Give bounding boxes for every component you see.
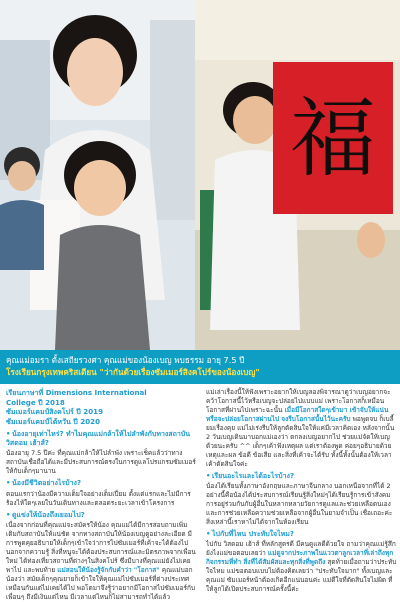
story-paragraph: [206, 388, 398, 469]
bullet-icon: •: [6, 430, 11, 438]
question-life-text: น้องมีชีวิตอย่างไรบ้าง?: [12, 479, 82, 488]
answer-impressed-highlight: แม่ดูจากประภาพในแววตาลูกเวลาที่เล่าถึงทุกกิจกรรมที่ทำ สิ่งที่ได้สัมผัสและทุกสิ่งที่พูดถึง: [206, 549, 394, 567]
answer-convince-highlight: แม่สอนให้น้องรู้จักกับคำว่า "โอกาส": [57, 565, 160, 574]
bullet-icon: •: [6, 479, 11, 488]
school-line-4: ซัมเมอร์แคมป์ไต้หวัน ปี 2020: [6, 416, 101, 426]
title-line-2: [6, 366, 394, 378]
title-line-1: คุณแม่อมรา ตั้งเสถียรวงศา คุณแม่ของน้องเบญ พบธรรม อายุ 7.5 ปี: [6, 355, 245, 365]
photo-boy-with-calligraphy: [195, 0, 400, 350]
question-impressed: [206, 530, 398, 539]
question-impressed-text: ไปกับที่ไหน ประทับใจไหม?: [212, 530, 294, 539]
right-column: [206, 388, 398, 594]
question-age: [6, 430, 198, 448]
fu-calligraphy-text: 福: [290, 89, 376, 189]
story-highlight: เมื่อมีโอกาสใดๆเข้ามา เข้าจับให้แน่นหรือจะปล่อยโอกาสผ่านไป จงรีบโอกาสนั้นไว้นะครับ: [206, 406, 389, 423]
answer-impressed-part-2: สุดท้ายเมื่อถามว่าประทับใจไหม แม่ขอตอบแบบไม่ต้องคิดเลยว่า "ประทับใจมาก" ทั้งเบญและคุณแม่ ซัมเมอร์หน้าต้องเกิดอีกแน่นอนค่ะ แม่ดีใจที่ตัดสินใจไม่ผิด ที่ให้ลูกได้เปิดประสบการณ์ครั้งนี้ค่ะ: [206, 558, 397, 594]
answer-life: ตอนแรกว่าน้องมีความเต็มใจอย่างเต็มเปี่ยม ตั้งแต่แรกและไม่มีการร้องไห้ใดๆเลยในวันเดินทางและตลอดระยะเวลาเข้าโครงการ: [6, 489, 191, 507]
bullet-icon: •: [206, 472, 211, 480]
school-line-2: College ปี 2018: [6, 397, 65, 407]
left-column: [6, 388, 198, 601]
answer-convince: [6, 521, 198, 602]
school-info: [6, 388, 198, 426]
title-banner: [0, 350, 400, 384]
school-line-1: เรียนภาษาที่ Dimensions International: [6, 388, 147, 397]
question-life: [6, 479, 198, 488]
title-line-2-text: โรงเรียนกรุงเทพคริสเตียน "ว่ากันด้วยเรื่องซัมเมอร์สิงคโปร์ของน้องเบญ": [6, 367, 260, 377]
question-learned: [206, 472, 398, 481]
answer-age: น้องอายุ 7.5 ปีค่ะ ที่คุณแม่กล้าให้ไปลำพัง เพราะเช็คแล้วว่าทางสถาบันเชื่อถือได้และมีประสบการณ์ตรงในการดูแลโปรแกรมซัมเมอร์ให้กับเด็กๆมานาน: [6, 449, 196, 476]
bullet-icon: •: [206, 530, 211, 539]
answer-impressed-part-1: ไปกับ วิสดอม เฮ้าส์ ที่หลักสูตรดี มีคนดูแลดีด้วยใจ ถามว่าคุณแม่รู้สึกยังไงแม่ขอตอบเลยว่า: [206, 540, 396, 558]
question-age-text: น้องอายุเท่าไหร่? ทำไมคุณแม่กล้าให้ไปลำพังกับทางสถาบัน วิสดอม เฮ้าส์?: [6, 430, 190, 448]
story-part-1: แม่เล่าเรื่องนี้ให้ฟังเพราะอยากให้เบญลองพิจารณาดูว่าเบญอยากจะคว้าโอกาสนี้ไว้หรือเบญจะปล่อยไปแบบแม่ เพราะโอกาสก็เหมือนโอกาสที่ผ่านไปเพราะฉะนั้น: [206, 388, 391, 414]
school-line-3: ซัมเมอร์แคมป์สิงคโปร์ ปี 2019: [6, 407, 104, 416]
answer-convince-part-1: เนื่องจากก่อนที่คุณแม่จะสมัครให้น้อง คุณแม่ได้มีการสอบถามเพิ่มเติมกับสถาบันให้แน่ชัด จากทางสถาบันให้น้องเบญดูอย่างละเอียด มีการพูดคุยอธิบายให้เด็กๆเข้าใจว่าการไปซัมเมอร์ที่เค้าจะได้ต้องไปนอกจากความรู้ สิ่งที่หนูจะได้ต้องประสบการณ์และมิตรภาพจากเพื่อนใหม่ ได้ท่องเที่ยวสถานที่ต่างๆในสิงคโปร์ ซึ่งมีบางที่คุณแม่ยังไม่เคยพาไป และพบท้าย: [6, 520, 196, 574]
photo-mother-and-son-illustration: [0, 0, 195, 350]
photo-boy-with-calligraphy-illustration: [195, 0, 400, 350]
answer-learned: น้องได้เรียนทั้งภาษาอังกฤษและภาษาจีนกลาง นอกเหนือจากที่ได้ 2 อย่างนี้คือน้องได้ประสบการณ์เรียนรู้สิ่งใหม่ๆได้เรียนรู้การเข้าสังคม การอยู่ร่วมกันกับผู้อื่นในหลากหลายวัยการดูแลและช่วยเหลือตนเอง และการช่วยเหลือความช่วยเหลือจากผู้อื่นในยามจำเป็น เชื่อเถอะค่ะสิ่งเหล่านี้เราหาไม่ได้จากในห้องเรียน: [206, 482, 393, 527]
photo-mother-and-son: [0, 0, 195, 350]
answer-impressed: [206, 540, 398, 594]
answer-convince-part-2: คุณแม่บอกน้องว่า สมัยเด็กๆคุณยายก็เข้าใจให้คุณแม่ไปซัมเมอร์ที่ต่างประเทศเหมือนกันแต่ไม่เคยได้ไป พอโตมาจึงรู้ว่าอยากมีโอกาสไปซัมเมอร์กับเพื่อนๆ ถึงมีเงินแต่ไหน มีเวลาแต่ไหนก็ไม่สามารถทำได้แล้ว: [6, 565, 196, 601]
story-part-2: พอพูดจบ ก็เบลี้ยมเรื่องคุย แม่ไม่เร่งรีบให้ลูกตัดสินใจให้แค่มีเวลาคิดเอง หลังจากนั้น 2 วันเบญเดินมาบอกแม่เองว่า ตกลงเบญอยากไป ช่วยแม่จัดให้เบญด้วยนะครับ ^^ เด็กๆเค้าฟังเหตุผล แต่เราต้องพูด ค่อยๆอธิบายด้วยเหตุและผล ข้อดี ข้อเสีย และสิ่งที่เค้าจะได้รับ ทั้งนี้ทั้งนั้นต้องให้เวลาเค้าตัดสินใจค่ะ: [206, 415, 395, 468]
bullet-icon: •: [6, 510, 11, 519]
question-convince-text: ดูแข่งให้น้องถึงเยอมไป?: [12, 510, 85, 519]
question-learned-text: เรียนอะไรและได้อะไรบ้าง?: [212, 472, 295, 480]
question-convince: [6, 511, 198, 520]
